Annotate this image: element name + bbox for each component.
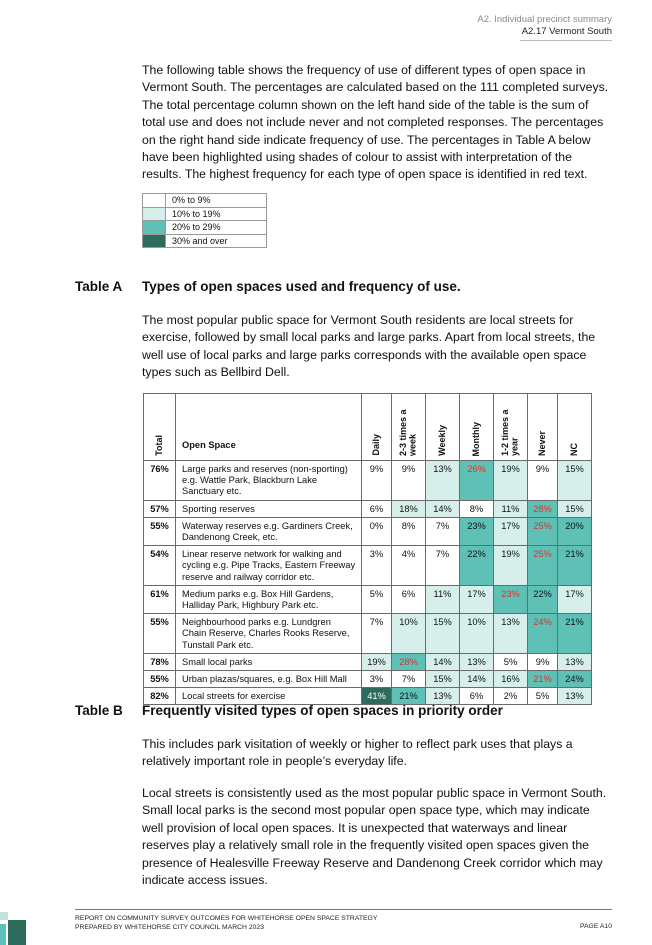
2-3-times-a-week-cell: 18% [392, 500, 426, 517]
table-a-title: Types of open spaces used and frequency of use. [142, 279, 461, 294]
corner-decoration [0, 912, 26, 945]
legend-label: 30% and over [166, 234, 267, 248]
total-cell: 82% [144, 688, 176, 705]
monthly-cell: 6% [460, 688, 494, 705]
total-cell: 57% [144, 500, 176, 517]
header-section: A2. Individual precinct summary [477, 14, 612, 25]
1-2-times-a-year-cell: 2% [494, 688, 528, 705]
never-cell: 28% [528, 500, 558, 517]
1-2-times-a-year-cell: 16% [494, 671, 528, 688]
header-divider [520, 40, 612, 41]
2-3-times-a-week-cell: 8% [392, 517, 426, 545]
table-a-description: The most popular public space for Vermont South residents are local streets for exercise, followed by small local parks and large parks. Apart from local streets, the well use of local parks and large parks corresponds with the available open space types such as Bellbird Dell. [142, 313, 596, 380]
open-space-name: Large parks and reserves (non-sporting) e.g. Wattle Park, Blackburn Lake Sanctuary etc. [176, 461, 362, 501]
total-cell: 61% [144, 585, 176, 613]
corner-square-mid [0, 924, 6, 945]
total-cell: 55% [144, 671, 176, 688]
nc-cell: 17% [558, 585, 592, 613]
weekly-cell: 14% [426, 653, 460, 670]
1-2-times-a-year-cell: 5% [494, 653, 528, 670]
nc-cell: 13% [558, 688, 592, 705]
never-cell: 25% [528, 517, 558, 545]
monthly-cell: 22% [460, 546, 494, 586]
open-space-name: Medium parks e.g. Box Hill Gardens, Halliday Park, Highbury Park etc. [176, 585, 362, 613]
nc-cell: 21% [558, 614, 592, 654]
monthly-cell: 14% [460, 671, 494, 688]
col-header-nc: NC [558, 394, 592, 461]
legend-label: 20% to 29% [166, 221, 267, 235]
2-3-times-a-week-cell: 21% [392, 688, 426, 705]
col-header-total: Total [144, 394, 176, 461]
nc-cell: 24% [558, 671, 592, 688]
open-space-name: Neighbourhood parks e.g. Lundgren Chain Reserve, Charles Rooks Reserve, Tunstall Park etc. [176, 614, 362, 654]
total-cell: 54% [144, 546, 176, 586]
header-subsection: A2.17 Vermont South [521, 26, 612, 37]
open-space-name: Small local parks [176, 653, 362, 670]
monthly-cell: 23% [460, 517, 494, 545]
legend-item [143, 207, 267, 221]
never-cell: 22% [528, 585, 558, 613]
frequency-table [143, 393, 592, 705]
daily-cell: 0% [362, 517, 392, 545]
weekly-cell: 15% [426, 614, 460, 654]
weekly-cell: 15% [426, 671, 460, 688]
table-row [144, 671, 592, 688]
legend-item [143, 194, 267, 208]
1-2-times-a-year-cell: 23% [494, 585, 528, 613]
table-row [144, 614, 592, 654]
open-space-name: Local streets for exercise [176, 688, 362, 705]
nc-cell: 15% [558, 500, 592, 517]
weekly-cell: 13% [426, 461, 460, 501]
table-row [144, 653, 592, 670]
2-3-times-a-week-cell: 28% [392, 653, 426, 670]
table-row [144, 546, 592, 586]
monthly-cell: 26% [460, 461, 494, 501]
weekly-cell: 7% [426, 517, 460, 545]
page-number: PAGE A10 [580, 923, 612, 930]
never-cell: 5% [528, 688, 558, 705]
intro-paragraph: The following table shows the frequency of use of different types of open space in Vermont South. The percentages are calculated based on the 111 completed surveys. The total percentage column shown on the left hand side of the table is the sum of total use and does not include never and not completed responses. The percentages on the right hand side indicate frequency of use. The percentages in Table A below have been highlighted using shades of colour to assist with interpretation of the results. The highest frequency for each type of open space is identified in red text. [142, 63, 609, 182]
monthly-cell: 8% [460, 500, 494, 517]
2-3-times-a-week-cell: 10% [392, 614, 426, 654]
table-a-label: Table A [75, 279, 123, 294]
monthly-cell: 13% [460, 653, 494, 670]
monthly-cell: 17% [460, 585, 494, 613]
weekly-cell: 7% [426, 546, 460, 586]
never-cell: 24% [528, 614, 558, 654]
legend-swatch [143, 194, 166, 208]
daily-cell: 9% [362, 461, 392, 501]
nc-cell: 20% [558, 517, 592, 545]
daily-cell: 3% [362, 546, 392, 586]
daily-cell: 5% [362, 585, 392, 613]
legend-swatch [143, 207, 166, 221]
table-row [144, 585, 592, 613]
table-header-row [144, 394, 592, 461]
daily-cell: 7% [362, 614, 392, 654]
total-cell: 78% [144, 653, 176, 670]
col-header-2-3-times-a-week: 2-3 times a week [392, 394, 426, 461]
open-space-name: Waterway reserves e.g. Gardiners Creek, Dandenong Creek, etc. [176, 517, 362, 545]
footer-line-2: PREPARED BY WHITEHORSE CITY COUNCIL MARCH 2023 [75, 924, 264, 931]
running-header [477, 14, 612, 38]
weekly-cell: 14% [426, 500, 460, 517]
never-cell: 9% [528, 461, 558, 501]
never-cell: 9% [528, 653, 558, 670]
col-header-daily: Daily [362, 394, 392, 461]
table-row [144, 461, 592, 501]
corner-square-light [0, 912, 8, 920]
daily-cell: 41% [362, 688, 392, 705]
2-3-times-a-week-cell: 4% [392, 546, 426, 586]
col-header-open-space: Open Space [176, 394, 362, 461]
legend-label: 0% to 9% [166, 194, 267, 208]
daily-cell: 19% [362, 653, 392, 670]
2-3-times-a-week-cell: 6% [392, 585, 426, 613]
legend-swatch [143, 221, 166, 235]
open-space-name: Urban plazas/squares, e.g. Box Hill Mall [176, 671, 362, 688]
legend-item [143, 221, 267, 235]
open-space-name: Linear reserve network for walking and cycling e.g. Pipe Tracks, Eastern Freeway reserve and railway corridor etc. [176, 546, 362, 586]
2-3-times-a-week-cell: 9% [392, 461, 426, 501]
total-cell: 55% [144, 614, 176, 654]
nc-cell: 21% [558, 546, 592, 586]
footer-text [75, 914, 377, 932]
1-2-times-a-year-cell: 19% [494, 461, 528, 501]
total-cell: 76% [144, 461, 176, 501]
never-cell: 25% [528, 546, 558, 586]
legend-label: 10% to 19% [166, 207, 267, 221]
col-header-weekly: Weekly [426, 394, 460, 461]
table-b-title: Frequently visited types of open spaces in priority order [142, 703, 503, 718]
legend-item [143, 234, 267, 248]
1-2-times-a-year-cell: 17% [494, 517, 528, 545]
monthly-cell: 10% [460, 614, 494, 654]
table-b-label: Table B [75, 703, 123, 718]
corner-square-dark [8, 920, 26, 945]
1-2-times-a-year-cell: 19% [494, 546, 528, 586]
never-cell: 21% [528, 671, 558, 688]
daily-cell: 3% [362, 671, 392, 688]
weekly-cell: 11% [426, 585, 460, 613]
table-row [144, 517, 592, 545]
total-cell: 55% [144, 517, 176, 545]
colour-legend [142, 193, 267, 248]
nc-cell: 15% [558, 461, 592, 501]
weekly-cell: 13% [426, 688, 460, 705]
table-b-paragraph-1: This includes park visitation of weekly or higher to reflect park uses that plays a relatively important role in people’s everyday life. [142, 737, 573, 769]
legend-swatch [143, 234, 166, 248]
nc-cell: 13% [558, 653, 592, 670]
table-row [144, 500, 592, 517]
open-space-name: Sporting reserves [176, 500, 362, 517]
table-b-paragraph-2: Local streets is consistently used as the most popular public space in Vermont South. Small local parks is the second most popular open space type, which may indicate well provision of local open spaces. It is unexpected that waterways and linear reserves play a relatively small role in the frequently visited open spaces given the presence of Healesville Freeway Reserve and Dandenong Creek corridor which may indicate access issues. [142, 786, 607, 888]
col-header-never: Never [528, 394, 558, 461]
1-2-times-a-year-cell: 11% [494, 500, 528, 517]
col-header-monthly: Monthly [460, 394, 494, 461]
daily-cell: 6% [362, 500, 392, 517]
1-2-times-a-year-cell: 13% [494, 614, 528, 654]
2-3-times-a-week-cell: 7% [392, 671, 426, 688]
col-header-1-2-times-a-year: 1-2 times a year [494, 394, 528, 461]
footer-line-1: REPORT ON COMMUNITY SURVEY OUTCOMES FOR WHITEHORSE OPEN SPACE STRATEGY [75, 915, 378, 922]
footer-divider [75, 909, 612, 910]
